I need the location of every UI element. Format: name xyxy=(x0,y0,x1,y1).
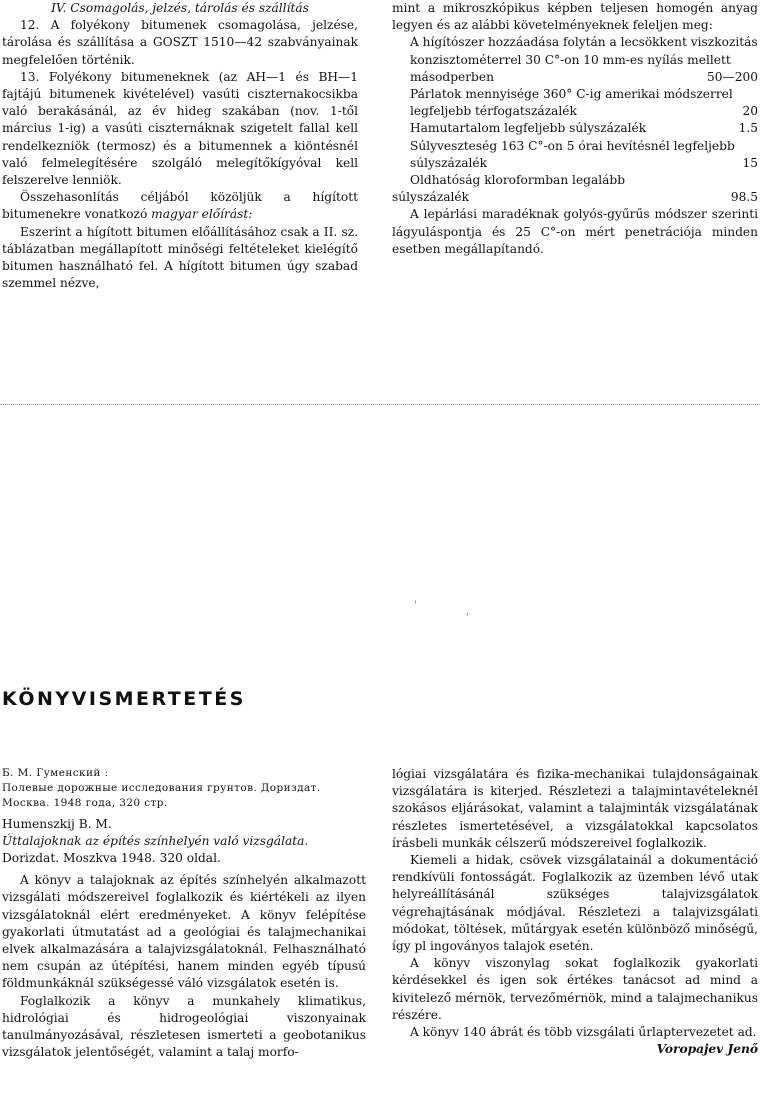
top-right-column xyxy=(392,0,758,258)
requirement-distillates-text: Párlatok mennyisége 360° C-ig amerikai módszerrel legfeljebb térfogatszázalék xyxy=(410,87,733,119)
review-right-column xyxy=(392,766,758,1058)
review-paragraph-2-start: Foglalkozik a könyv a munkahely klimatikus, hidrológiai és hidrogeológiai viszonyainak tanulmányozásával, részletesen ismerteti a geobotanikus vizsgálatok jelentőségét, valamint a talaj morfo- xyxy=(2,993,366,1060)
requirement-solubility xyxy=(392,172,758,206)
hungarian-publication: Dorizdat. Moszkva 1948. 320 oldal. xyxy=(2,851,221,866)
reviewer-signature: Voropajev Jenő xyxy=(656,1042,758,1057)
paragraph-residue: A lepárlási maradéknak golyós-gyűrűs módszer szerinti lágyuláspontja és 25 C°-on mért penetrációja minden esetben megállapítandó. xyxy=(392,207,758,256)
top-left-column xyxy=(2,0,358,292)
russian-title: Полевые дорожные исследования грунтов. Дориздат. Москва. 1948 года, 320 стр. xyxy=(2,782,321,810)
separator-tick-1: ' xyxy=(414,600,417,611)
requirements-intro: mint a mikroszkópikus képben teljesen homogén anyag legyen és az alábbi követelményeknek feleljen meg: xyxy=(392,1,758,33)
paragraph-13: 13. Folyékony bitumeneknek (az AH—1 és BH—1 fajtájú bitumenek kivételével) vasúti ciszternakocsikba való berakásánál, az év hideg szakában (nov. 1-től március 1-ig) a vasúti ciszternáknak szigetelt fallal kell rendelkezniök (termosz) és a bitumennek a kiöntésnél való felmelegítésére szolgáló melegítőkígyóval kell felszerelve lenniök. xyxy=(2,69,358,188)
section-title: KÖNYVISMERTETÉS xyxy=(2,688,246,710)
separator-tick-2: , xyxy=(466,606,470,617)
requirement-weight-loss-text: Súlyveszteség 163 C°-on 5 órai hevítésnél legfeljebb súlyszázalék xyxy=(410,138,735,170)
chapter-heading: IV. Csomagolás, jelzés, tárolás és szállítás xyxy=(51,1,309,15)
requirement-ash xyxy=(392,120,758,137)
review-paragraph-4: A könyv viszonylag sokat foglalkozik gyakorlati kérdésekkel és igen sok értékes tanácsot ad mind a kivitelező mérnök, tervezőmérnök, mind a talajmechanikus részére. xyxy=(392,956,758,1022)
review-paragraph-1: A könyv a talajoknak az építés színhelyén alkalmazott vizsgálati módszereivel foglalkozik és kiértékeli az ilyen vizsgálatoknál elért eredményeket. A könyv felépítése gyakorlati útmutatást ad a geológiai és talajmechanikai elvek alkalmazására a talajvizsgálatoknál. Felhasználható nem csupán az útépítési, hanem minden egyéb típusú földmunkáknál szükségessé váló vizsgálatok esetén is. xyxy=(2,873,366,991)
review-paragraph-5: A könyv 140 ábrát és több vizsgálati űrlaptervezetet ad. xyxy=(410,1025,757,1040)
review-paragraph-2-end: lógiai vizsgálatára és fizika-mechanikai tulajdonságainak vizsgálatára is kiterjed. Részletezi a talajmintavételeknél szokásos eljárásokat, valamint a talajminták vizsgálatának részletes ismertetésével, a vizsgálatokkal kapcsolatos írásbeli munkák célszerű módszereivel foglalkozik. xyxy=(392,767,758,850)
review-left-column xyxy=(2,766,366,1061)
requirement-solubility-unit: súlyszázalék xyxy=(392,190,470,205)
requirement-distillates-value: 20 xyxy=(742,104,758,119)
paragraph-accordingly: Eszerint a hígított bitumen előállításához csak a II. sz. táblázatban megállapított minőségi feltételeket kielégítő bitumen használható fel. A hígított bitumen úgy szabad szemmel nézve, xyxy=(2,224,358,291)
requirement-weight-loss xyxy=(392,138,758,172)
requirement-ash-text: Hamutartalom legfeljebb súlyszázalék xyxy=(410,121,647,136)
russian-author: Б. М. Гуменский : xyxy=(2,767,109,779)
requirement-solubility-row xyxy=(392,189,758,206)
hungarian-title: Úttalajoknak az építés színhelyén való vizsgálata. xyxy=(2,833,309,848)
requirement-viscosity-value: 50—200 xyxy=(707,69,758,84)
paragraph-comparison xyxy=(2,189,358,223)
requirement-distillates xyxy=(392,86,758,120)
requirement-viscosity xyxy=(392,34,758,86)
comparison-emphasis: magyar előírást: xyxy=(151,207,253,222)
requirement-solubility-text: Oldhatóság kloroformban legalább xyxy=(410,173,625,188)
comparison-text: Összehasonlítás céljából közöljük a hígított bitumenekre vonatkozó xyxy=(2,190,358,222)
requirement-solubility-value: 98.5 xyxy=(730,190,758,205)
page-separator xyxy=(0,404,760,405)
requirement-viscosity-text: A hígítószer hozzáadása folytán a lecsökkent viszkozitás konzisztométerrel 30 C°-on 10 mm-es nyílás mellett másodperben xyxy=(410,35,758,84)
review-paragraph-3: Kiemeli a hidak, csövek vizsgálatainál a dokumentáció rendkívüli fontosságát. Foglalkozik az üzemben lévő utak helyreállításánál szükséges talajvizsgálatok végrehajtásának módjával. Részletezi a talajvizsgálati módokat, töltések, műtárgyak esetén különböző minőségű, így pl ingoványos talajok esetén. xyxy=(392,853,758,954)
requirement-ash-value: 1.5 xyxy=(738,121,758,136)
paragraph-12: 12. A folyékony bitumenek csomagolása, jelzése, tárolása és szállítása a GOSZT 1510—42 szabványainak megfelelően történik. xyxy=(2,18,358,67)
hungarian-author: Humenszkij B. M. xyxy=(2,816,112,831)
requirement-weight-loss-value: 15 xyxy=(742,155,758,170)
